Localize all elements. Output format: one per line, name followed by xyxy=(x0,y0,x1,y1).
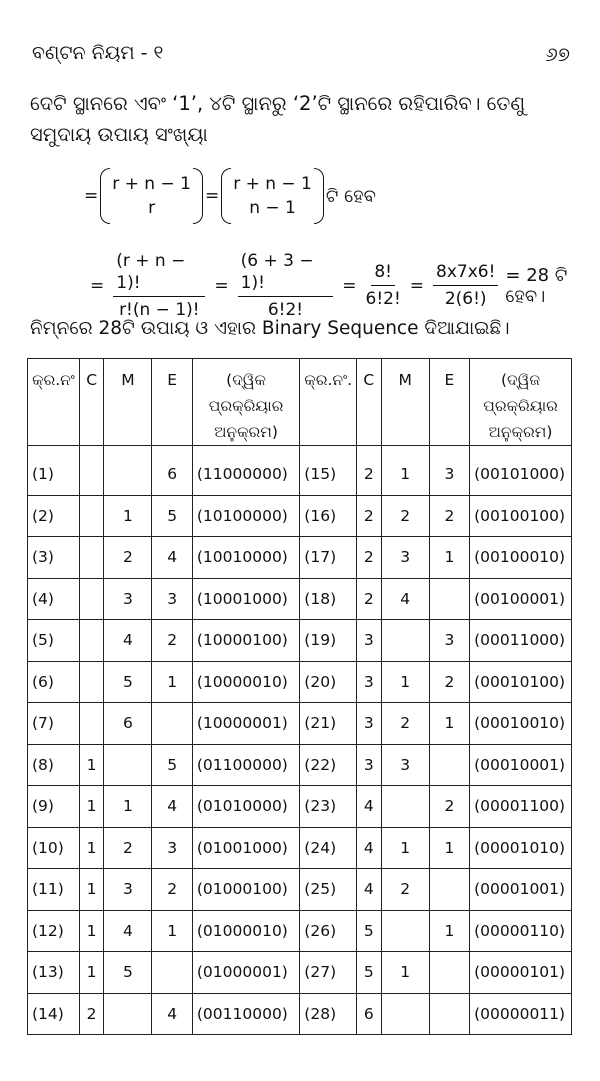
m-cell xyxy=(104,993,152,1035)
m-cell: 6 xyxy=(104,703,152,745)
c-cell: 2 xyxy=(357,578,382,620)
serial-cell: (9) xyxy=(28,786,80,828)
serial-cell: (28) xyxy=(300,993,357,1035)
binomial-2-top: r + n − 1 xyxy=(233,174,312,194)
paragraph-text: ଦେଟି ସ୍ଥାନରେ ଏବଂ ‘1’, ୪ଟି ସ୍ଥାନରୁ ‘2’ଟି ସ୍ଥାନରେ ରହିପାରିବ। ତେଣୁ ସମୁଦାୟ ଉପାୟ ସଂଖ୍ୟା xyxy=(30,92,526,146)
e-cell xyxy=(152,952,192,994)
fraction-3 xyxy=(366,261,401,310)
m-cell: 2 xyxy=(104,537,152,579)
binomial-2-bottom: n − 1 xyxy=(249,198,296,218)
sequence-cell: (01000001) xyxy=(192,952,299,994)
m-cell: 2 xyxy=(381,495,429,537)
sequence-cell: (10000010) xyxy=(192,661,299,703)
serial-cell: (1) xyxy=(28,446,80,496)
fraction-3-denominator: 6!2! xyxy=(365,289,401,309)
serial-cell: (22) xyxy=(300,744,357,786)
m-cell: 1 xyxy=(104,786,152,828)
table-row xyxy=(28,578,572,620)
serial-cell: (18) xyxy=(300,578,357,620)
e-cell: 4 xyxy=(152,786,192,828)
serial-cell: (14) xyxy=(28,993,80,1035)
sequence-cell: (00100010) xyxy=(470,537,572,579)
eq-sign: = xyxy=(84,186,99,206)
c-cell xyxy=(79,661,104,703)
chapter-title: ବଣ୍ଟନ ନିୟମ - ୧ xyxy=(32,42,164,64)
serial-cell: (20) xyxy=(300,661,357,703)
sequence-cell: (10100000) xyxy=(192,495,299,537)
fraction-1-numerator: (r + n − 1)! xyxy=(113,250,205,297)
table-row xyxy=(28,910,572,952)
c-cell xyxy=(79,537,104,579)
e-cell: 2 xyxy=(429,495,469,537)
sequence-cell: (00011000) xyxy=(470,620,572,662)
equation-combination xyxy=(84,168,376,224)
page-header xyxy=(32,42,570,72)
eq-sign: = xyxy=(214,275,229,296)
sequence-cell: (10001000) xyxy=(192,578,299,620)
table-row xyxy=(28,993,572,1035)
m-cell: 5 xyxy=(104,661,152,703)
serial-cell: (8) xyxy=(28,744,80,786)
header-serial-2: କ୍ର.ନଂ. xyxy=(300,359,357,446)
c-cell xyxy=(79,446,104,496)
serial-cell: (13) xyxy=(28,952,80,994)
m-cell xyxy=(381,620,429,662)
header-sequence-1: (ଦ୍ୱିକ ପ୍ରକ୍ରିୟାର ଅନୁକ୍ରମ) xyxy=(192,359,299,446)
header-e-1: E xyxy=(152,359,192,446)
sequence-cell: (00000110) xyxy=(470,910,572,952)
m-cell: 2 xyxy=(381,703,429,745)
serial-cell: (16) xyxy=(300,495,357,537)
sequence-cell: (01000100) xyxy=(192,869,299,911)
sequence-cell: (01001000) xyxy=(192,827,299,869)
e-cell xyxy=(429,744,469,786)
equation-result: = 28 ଟି ହେବ। xyxy=(505,264,568,307)
table-row xyxy=(28,952,572,994)
sequence-cell: (00000101) xyxy=(470,952,572,994)
serial-cell: (17) xyxy=(300,537,357,579)
c-cell xyxy=(79,578,104,620)
sequence-cell: (01000010) xyxy=(192,910,299,952)
fraction-4-denominator: 2(6!) xyxy=(444,289,487,309)
e-cell xyxy=(429,993,469,1035)
serial-cell: (23) xyxy=(300,786,357,828)
e-cell xyxy=(429,578,469,620)
equation-tail: ଟି ହେବ xyxy=(325,185,376,207)
table-row xyxy=(28,703,572,745)
c-cell: 4 xyxy=(357,869,382,911)
table-row xyxy=(28,786,572,828)
c-cell xyxy=(79,620,104,662)
sequence-cell: (00001100) xyxy=(470,786,572,828)
table-row xyxy=(28,537,572,579)
c-cell: 1 xyxy=(79,910,104,952)
e-cell: 2 xyxy=(152,869,192,911)
m-cell: 4 xyxy=(104,620,152,662)
m-cell: 2 xyxy=(381,869,429,911)
c-cell: 1 xyxy=(79,786,104,828)
fraction-2 xyxy=(238,250,334,321)
fraction-1-denominator: r!(n − 1)! xyxy=(119,300,200,320)
serial-cell: (3) xyxy=(28,537,80,579)
c-cell: 4 xyxy=(357,786,382,828)
e-cell xyxy=(429,869,469,911)
m-cell: 3 xyxy=(381,744,429,786)
e-cell: 1 xyxy=(152,661,192,703)
fraction-2-denominator: 6!2! xyxy=(267,300,304,320)
e-cell: 5 xyxy=(152,744,192,786)
m-cell xyxy=(381,993,429,1035)
sequence-cell: (00010001) xyxy=(470,744,572,786)
binomial-2 xyxy=(221,168,324,224)
c-cell: 1 xyxy=(79,869,104,911)
serial-cell: (5) xyxy=(28,620,80,662)
sequence-cell: (11000000) xyxy=(192,446,299,496)
serial-cell: (21) xyxy=(300,703,357,745)
serial-cell: (27) xyxy=(300,952,357,994)
eq-sign: = xyxy=(90,275,105,296)
sequence-cell: (01100000) xyxy=(192,744,299,786)
serial-cell: (10) xyxy=(28,827,80,869)
e-cell: 1 xyxy=(429,827,469,869)
e-cell: 1 xyxy=(429,910,469,952)
serial-cell: (19) xyxy=(300,620,357,662)
table-row xyxy=(28,744,572,786)
sequence-cell: (00110000) xyxy=(192,993,299,1035)
table-row xyxy=(28,661,572,703)
sequence-cell: (00100001) xyxy=(470,578,572,620)
page-number: ୬୭ xyxy=(545,42,570,66)
c-cell xyxy=(79,495,104,537)
table-intro: ନିମ୍ନରେ 28ଟି ଉପାୟ ଓ ଏହାର Binary Sequence ଦିଆଯାଇଛି। xyxy=(30,318,510,339)
fraction-4 xyxy=(433,261,498,310)
m-cell: 1 xyxy=(104,495,152,537)
serial-cell: (26) xyxy=(300,910,357,952)
c-cell: 1 xyxy=(79,744,104,786)
sequence-cell: (00010100) xyxy=(470,661,572,703)
e-cell: 4 xyxy=(152,993,192,1035)
eq-sign: = xyxy=(409,275,425,296)
m-cell: 2 xyxy=(104,827,152,869)
m-cell: 3 xyxy=(104,578,152,620)
c-cell: 3 xyxy=(357,703,382,745)
header-c-2: C xyxy=(357,359,382,446)
table-row xyxy=(28,446,572,496)
fraction-2-numerator: (6 + 3 − 1)! xyxy=(238,250,334,297)
e-cell: 6 xyxy=(152,446,192,496)
e-cell: 2 xyxy=(429,786,469,828)
c-cell: 6 xyxy=(357,993,382,1035)
e-cell: 1 xyxy=(429,703,469,745)
serial-cell: (2) xyxy=(28,495,80,537)
serial-cell: (6) xyxy=(28,661,80,703)
header-serial-1: କ୍ର.ନଂ xyxy=(28,359,80,446)
eq-sign: = xyxy=(342,275,357,296)
m-cell xyxy=(104,744,152,786)
c-cell: 3 xyxy=(357,620,382,662)
fraction-1 xyxy=(113,250,205,321)
c-cell: 5 xyxy=(357,910,382,952)
e-cell: 5 xyxy=(152,495,192,537)
binomial-1-bottom: r xyxy=(148,198,156,218)
c-cell: 4 xyxy=(357,827,382,869)
serial-cell: (12) xyxy=(28,910,80,952)
e-cell: 3 xyxy=(429,620,469,662)
c-cell xyxy=(79,703,104,745)
header-sequence-2: (ଦ୍ୱିଜ ପ୍ରକ୍ରିୟାର ଅନୁକ୍ରମ) xyxy=(470,359,572,446)
m-cell xyxy=(104,446,152,496)
fraction-4-numerator: 8x7x6! xyxy=(433,261,498,286)
sequence-cell: (00100100) xyxy=(470,495,572,537)
e-cell: 2 xyxy=(152,620,192,662)
eq-sign: = xyxy=(204,186,220,206)
m-cell: 4 xyxy=(381,578,429,620)
m-cell xyxy=(381,910,429,952)
table-row xyxy=(28,827,572,869)
m-cell: 1 xyxy=(381,952,429,994)
sequence-cell: (00001001) xyxy=(470,869,572,911)
serial-cell: (24) xyxy=(300,827,357,869)
table-row xyxy=(28,620,572,662)
serial-cell: (11) xyxy=(28,869,80,911)
serial-cell: (4) xyxy=(28,578,80,620)
binomial-1 xyxy=(100,168,203,224)
e-cell: 3 xyxy=(152,827,192,869)
sequence-cell: (10010000) xyxy=(192,537,299,579)
e-cell: 1 xyxy=(429,537,469,579)
header-e-2: E xyxy=(429,359,469,446)
sequence-cell: (01010000) xyxy=(192,786,299,828)
sequence-cell: (00000011) xyxy=(470,993,572,1035)
equation-factorial xyxy=(84,250,600,321)
e-cell: 3 xyxy=(152,578,192,620)
serial-cell: (15) xyxy=(300,446,357,496)
c-cell: 1 xyxy=(79,827,104,869)
sequence-cell: (00101000) xyxy=(470,446,572,496)
c-cell: 1 xyxy=(79,952,104,994)
e-cell xyxy=(152,703,192,745)
e-cell: 2 xyxy=(429,661,469,703)
m-cell: 1 xyxy=(381,661,429,703)
sequence-cell: (00010010) xyxy=(470,703,572,745)
m-cell: 3 xyxy=(381,537,429,579)
c-cell: 2 xyxy=(357,537,382,579)
m-cell: 5 xyxy=(104,952,152,994)
table-row xyxy=(28,869,572,911)
m-cell: 4 xyxy=(104,910,152,952)
header-m-2: M xyxy=(381,359,429,446)
binomial-1-top: r + n − 1 xyxy=(112,174,191,194)
sequence-cell: (00001010) xyxy=(470,827,572,869)
e-cell: 3 xyxy=(429,446,469,496)
c-cell: 2 xyxy=(79,993,104,1035)
table-header-row xyxy=(28,359,572,446)
serial-cell: (25) xyxy=(300,869,357,911)
c-cell: 3 xyxy=(357,744,382,786)
header-m-1: M xyxy=(104,359,152,446)
c-cell: 2 xyxy=(357,446,382,496)
header-c-1: C xyxy=(79,359,104,446)
serial-cell: (7) xyxy=(28,703,80,745)
table-row xyxy=(28,495,572,537)
sequence-cell: (10000100) xyxy=(192,620,299,662)
m-cell xyxy=(381,786,429,828)
c-cell: 3 xyxy=(357,661,382,703)
e-cell: 1 xyxy=(152,910,192,952)
binary-sequence-table xyxy=(27,358,572,1035)
e-cell xyxy=(429,952,469,994)
m-cell: 1 xyxy=(381,446,429,496)
m-cell: 3 xyxy=(104,869,152,911)
fraction-3-numerator: 8! xyxy=(371,261,395,286)
m-cell: 1 xyxy=(381,827,429,869)
c-cell: 5 xyxy=(357,952,382,994)
c-cell: 2 xyxy=(357,495,382,537)
e-cell: 4 xyxy=(152,537,192,579)
sequence-cell: (10000001) xyxy=(192,703,299,745)
